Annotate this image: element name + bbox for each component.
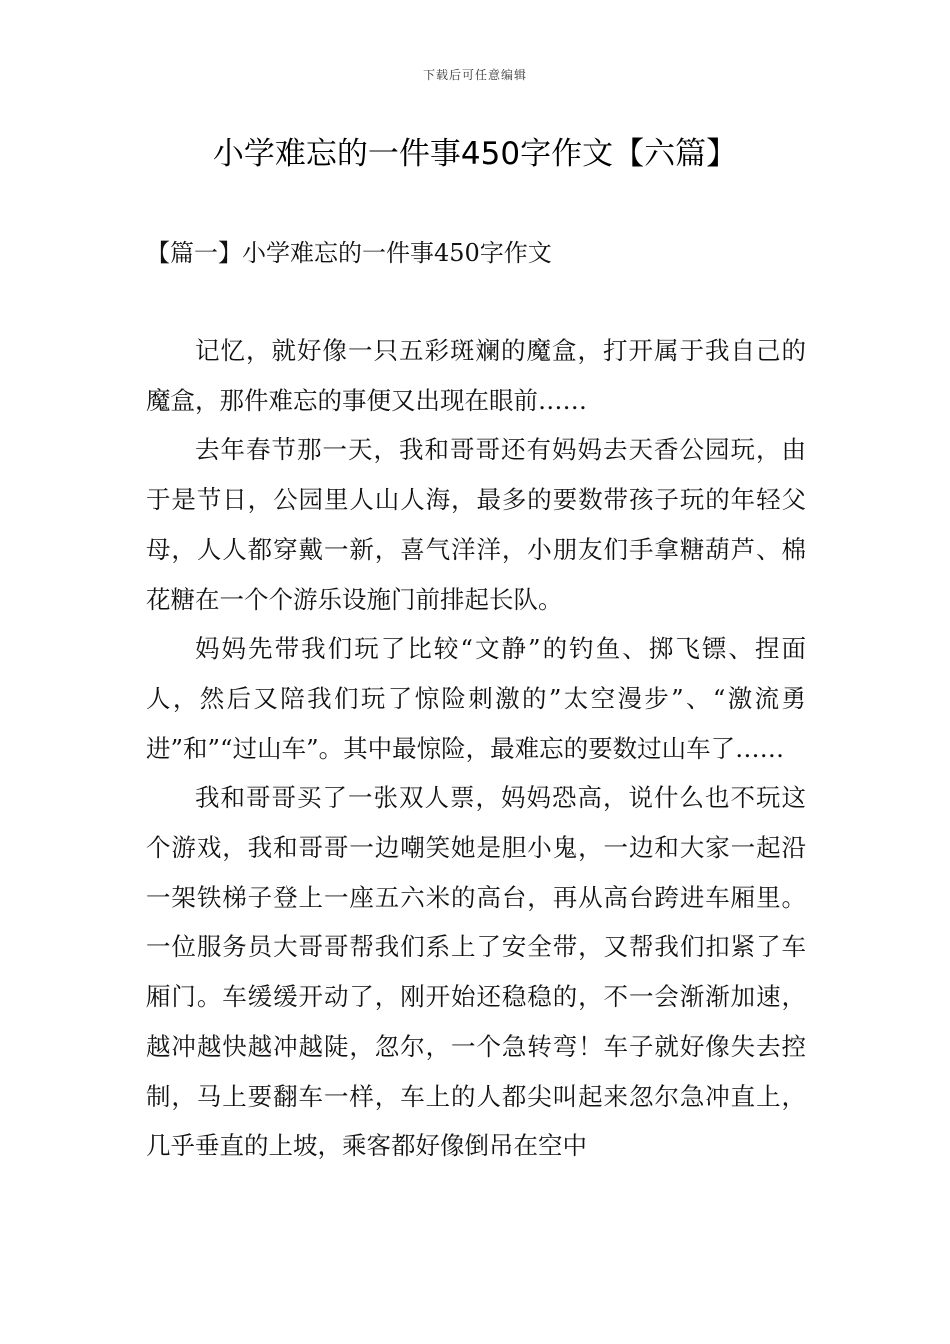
- paragraph: 我和哥哥买了一张双人票，妈妈恐高，说什么也不玩这个游戏，我和哥哥一边嘲笑她是胆小鬼，一边和大家一起沿一架铁梯子登上一座五六米的高台，再从高台跨进车厢里。一位服务员大哥哥帮我们系上了安全带，又帮我们扣紧了车厢门。车缓缓开动了，刚开始还稳稳的，不一会渐渐加速，越冲越快越冲越陡，忽尔，一个急转弯！车子就好像失去控制，马上要翻车一样，车上的人都尖叫起来忽尔急冲直上，几乎垂直的上坡，乘客都好像倒吊在空中: [146, 783, 806, 1161]
- paragraph: 妈妈先带我们玩了比较“文静”的钓鱼、掷飞镖、捏面人，然后又陪我们玩了惊险刺激的”太空漫步”、“激流勇进”和”“过山车”。其中最惊险，最难忘的要数过山车了……: [146, 634, 806, 763]
- document-title: 小学难忘的一件事450字作文【六篇】: [212, 136, 738, 172]
- section-heading: 【篇一】小学难忘的一件事450字作文: [146, 239, 552, 267]
- body-text: [146, 326, 806, 1171]
- paragraph: 去年春节那一天，我和哥哥还有妈妈去天香公园玩，由于是节日，公园里人山人海，最多的要数带孩子玩的年轻父母，人人都穿戴一新，喜气洋洋，小朋友们手拿糖葫芦、棉花糖在一个个游乐设施门前排起长队。: [146, 435, 806, 614]
- paragraph: 记忆，就好像一只五彩斑斓的魔盒，打开属于我自己的魔盒，那件难忘的事便又出现在眼前……: [146, 336, 806, 415]
- header-note: 下载后可任意编辑: [422, 68, 527, 82]
